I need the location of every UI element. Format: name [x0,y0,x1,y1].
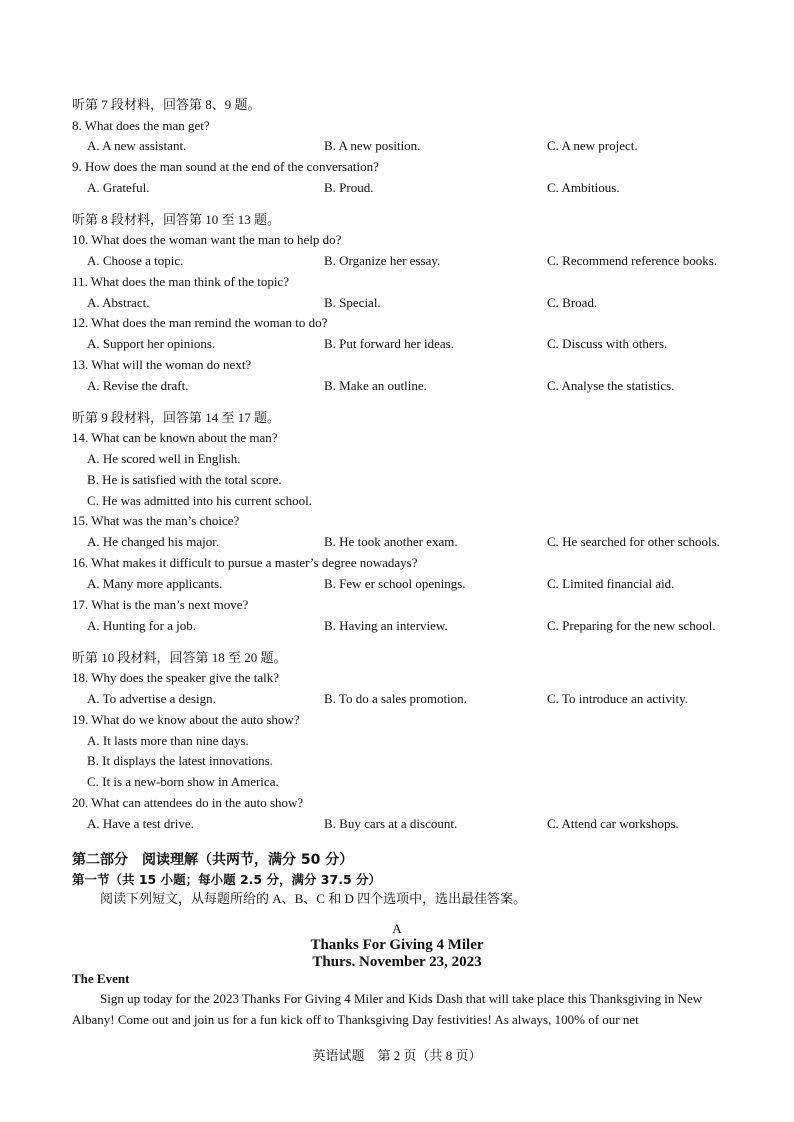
options-line [0,617,794,635]
question-line [0,314,794,332]
options-line [0,575,794,593]
question-10: 10. What does the woman want the man to help do? [72,232,342,247]
part-title: 第二部分 阅读理解（共两节，满分 50 分） [72,852,354,868]
question-12: 12. What does the man remind the woman to do? [72,315,328,330]
option-b: B. To do a sales promotion. [324,691,467,706]
option-a: A. It lasts more than nine days. [87,733,249,748]
option-c: C. Ambitious. [547,180,620,195]
page-footer: 英语试题 第 2 页（共 8 页） [312,1048,482,1063]
option-a: A. Many more applicants. [87,576,223,591]
options-line [0,137,794,155]
option-a: A. He changed his major. [87,534,220,549]
passage-letter: A [392,921,402,936]
subsection-title-line [0,871,794,889]
part-title-line [0,850,794,870]
question-line [0,596,794,614]
option-c: C. It is a new-born show in America. [87,774,279,789]
question-line [0,117,794,135]
question-line [0,711,794,729]
question-15: 15. What was the man’s choice? [72,513,240,528]
question-line [0,231,794,249]
question-line [0,158,794,176]
section-header [0,649,794,667]
option-c: C. Attend car workshops. [547,816,679,831]
option-c: C. A new project. [547,138,638,153]
option-b: B. Put forward her ideas. [324,336,454,351]
question-14: 14. What can be known about the man? [72,430,278,445]
question-16: 16. What makes it difficult to pursue a master’s degree nowadays? [72,555,418,570]
option-b: B. Organize her essay. [324,253,441,268]
question-line [0,669,794,687]
section-header [0,96,794,114]
option-c: C. Preparing for the new school. [547,618,716,633]
option-c: C. He was admitted into his current school. [87,493,312,508]
options-line [0,252,794,270]
question-line [0,554,794,572]
question-18: 18. Why does the speaker give the talk? [72,670,279,685]
option-b: B. Proud. [324,180,374,195]
option-a: A. Grateful. [87,180,150,195]
question-9: 9. How does the man sound at the end of the conversation? [72,159,379,174]
question-8: 8. What does the man get? [72,118,210,133]
option-a: A. Hunting for a job. [87,618,197,633]
question-line [0,356,794,374]
option-b: B. Having an interview. [324,618,448,633]
option-a: A. He scored well in English. [87,451,241,466]
question-line [0,429,794,447]
question-17: 17. What is the man’s next move? [72,597,249,612]
options-line [0,815,794,833]
question-line [0,794,794,812]
question-11: 11. What does the man think of the topic? [72,274,289,289]
option-a: A. Support her opinions. [87,336,216,351]
option-b: B. He is satisfied with the total score. [87,472,282,487]
option-b: B. He took another exam. [324,534,458,549]
question-19: 19. What do we know about the auto show? [72,712,300,727]
question-13: 13. What will the woman do next? [72,357,252,372]
section-7-header: 听第 7 段材料，回答第 8、9 题。 [72,97,261,112]
option-a: A. Revise the draft. [87,378,189,393]
option-c: C. To introduce an activity. [547,691,688,706]
option-b: B. Make an outline. [324,378,427,393]
passage-title: Thanks For Giving 4 Miler [310,937,484,953]
section-9-header: 听第 9 段材料，回答第 14 至 17 题。 [72,410,281,425]
option-line [0,450,794,468]
subsection-title: 第一节（共 15 小题；每小题 2.5 分，满分 37.5 分） [72,872,381,887]
passage-date: Thurs. November 23, 2023 [312,954,482,970]
question-line [0,273,794,291]
section-8-header: 听第 8 段材料，回答第 10 至 13 题。 [72,212,281,227]
event-paragraph: Sign up today for the 2023 Thanks For Giving 4 Miler and Kids Dash that will take place this Thanksgiving in New Albany! Come out and join us for a fun kick off to Thanksgiving Day festivities! As always, 100% of our net [72,991,703,1027]
options-line [0,690,794,708]
instruction-line [0,890,794,908]
option-a: A. To advertise a design. [87,691,216,706]
option-b: B. Special. [324,295,381,310]
option-line [0,732,794,750]
section-header [0,211,794,229]
instruction: 阅读下列短文，从每题所给的 A、B、C 和 D 四个选项中，选出最佳答案。 [100,891,527,906]
option-c: C. He searched for other schools. [547,534,720,549]
option-c: C. Broad. [547,295,598,310]
question-20: 20. What can attendees do in the auto show? [72,795,304,810]
option-a: A. Have a test drive. [87,816,194,831]
option-a: A. Choose a topic. [87,253,184,268]
section-header [0,409,794,427]
heading-line [0,970,794,988]
option-b: B. Buy cars at a discount. [324,816,458,831]
section-10-header: 听第 10 段材料，回答第 18 至 20 题。 [72,650,287,665]
options-line [0,294,794,312]
option-c: C. Recommend reference books. [547,253,718,268]
option-c: C. Analyse the statistics. [547,378,675,393]
options-line [0,377,794,395]
option-b: B. Few er school openings. [324,576,466,591]
options-line [0,335,794,353]
option-b: B. It displays the latest innovations. [87,753,273,768]
option-a: A. Abstract. [87,295,150,310]
option-line [0,752,794,770]
option-line [0,773,794,791]
option-b: B. A new position. [324,138,421,153]
event-heading: The Event [72,971,130,986]
option-c: C. Discuss with others. [547,336,668,351]
option-a: A. A new assistant. [87,138,187,153]
question-line [0,512,794,530]
option-line [0,492,794,510]
option-c: C. Limited financial aid. [547,576,675,591]
options-line [0,533,794,551]
option-line [0,471,794,489]
options-line [0,179,794,197]
